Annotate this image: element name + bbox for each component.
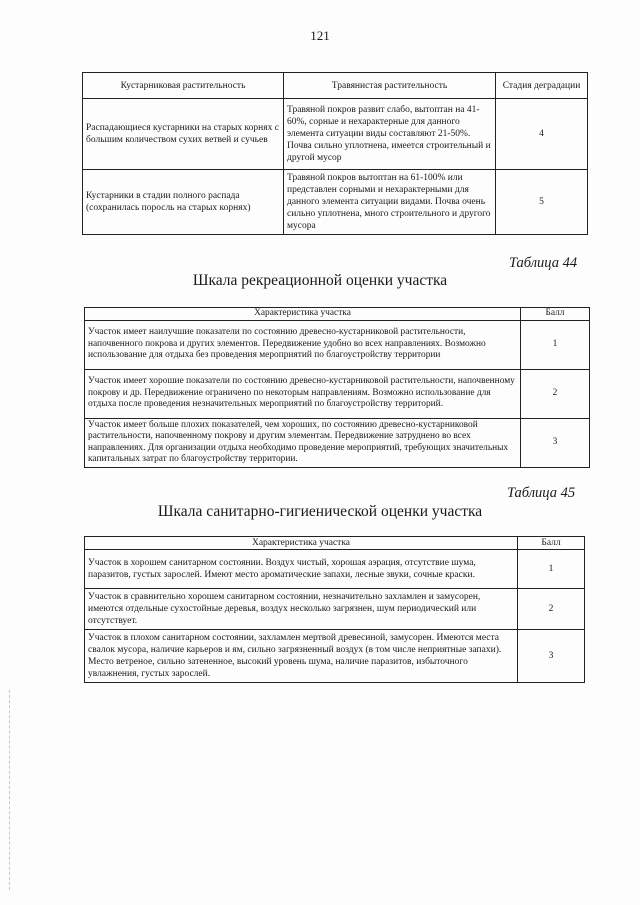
sanitary-score-table bbox=[84, 536, 585, 683]
characteristic-cell: Участок в сравнительно хорошем санитарном состоянии, незначительно захламлен и замусорен, имеются отдельные сухостойные деревья, воздух несколько загрязнен, шум периодический или отсутствует. bbox=[85, 589, 518, 630]
degradation-table bbox=[82, 72, 588, 235]
table45-title: Шкала санитарно-гигиенической оценки участка bbox=[157, 503, 483, 520]
table44-label: Таблица 44 bbox=[509, 255, 578, 271]
table-row bbox=[85, 418, 590, 467]
characteristic-cell: Участок имеет наилучшие показатели по состоянию древесно-кустарниковой растительности, напочвенного покрова и других элементов. Передвижение удобно во всех направлениях. Возможно использование для отдыха без проведения мероприятий по благоустройству территории bbox=[85, 320, 521, 369]
shrub-cell: Распадающиеся кустарники на старых корнях с большим количеством сухих ветвей и сучьев bbox=[83, 99, 284, 170]
score-cell: 3 bbox=[518, 630, 585, 683]
score-cell: 1 bbox=[518, 550, 585, 589]
table-row bbox=[85, 550, 585, 589]
table-row bbox=[85, 320, 590, 369]
table-header-row bbox=[85, 537, 585, 550]
column-header-stage: Стадия деградации bbox=[496, 73, 588, 99]
table-header-row bbox=[85, 308, 590, 321]
characteristic-cell: Участок в хорошем санитарном состоянии. Воздух чистый, хорошая аэрация, отсутствие шума, паразитов, густых зарослей. Имеют место ароматические запахи, лесные звуки, сочные краски. bbox=[85, 550, 518, 589]
recreation-score-table bbox=[84, 307, 590, 468]
grass-cell: Травяной покров развит слабо, вытоптан на 41-60%, сорные и нехарактерные для данного элемента ситуации виды составляют 21-50%. Почва сильно уплотнена, имеется строительный и другой мусор bbox=[284, 99, 496, 170]
column-header-shrub: Кустарниковая растительность bbox=[83, 73, 284, 99]
table44-title: Шкала рекреационной оценки участка bbox=[192, 272, 448, 289]
score-cell: 2 bbox=[521, 369, 590, 418]
characteristic-cell: Участок имеет хорошие показатели по состоянию древесно-кустарниковой растительности, напочвенному покрову и др. Передвижение ограничено по некоторым направлениям. Возможно использование для отдыха после проведения незначительных мероприятий по благоустройству территорий. bbox=[85, 369, 521, 418]
characteristic-cell: Участок имеет больше плохих показателей, чем хороших, по состоянию древесно-кустарниковой растительности, напочвенному покрову и другим элементам. Передвижение затруднено во всех направлениях. Для организации отдыха необходимо проведение мероприятий, требующих значительных капитальных затрат по благоустройству территории. bbox=[85, 418, 521, 467]
score-cell: 1 bbox=[521, 320, 590, 369]
scan-edge-line bbox=[9, 690, 10, 890]
page-number: 121 bbox=[310, 28, 330, 43]
table-row bbox=[85, 589, 585, 630]
table-row bbox=[85, 369, 590, 418]
shrub-cell: Кустарники в стадии полного распада (сохранилась поросль на старых корнях) bbox=[83, 170, 284, 235]
column-header-score: Балл bbox=[521, 308, 590, 321]
score-cell: 3 bbox=[521, 418, 590, 467]
score-cell: 2 bbox=[518, 589, 585, 630]
column-header-characteristic: Характеристика участка bbox=[85, 308, 521, 321]
column-header-characteristic: Характеристика участка bbox=[85, 537, 518, 550]
column-header-score: Балл bbox=[518, 537, 585, 550]
stage-cell: 5 bbox=[496, 170, 588, 235]
table-row bbox=[83, 170, 588, 235]
table-row bbox=[85, 630, 585, 683]
characteristic-cell: Участок в плохом санитарном состоянии, захламлен мертвой древесиной, замусорен. Имеются места свалок мусора, наличие карьеров и ям, сильно загрязненный воздух (в том числе неприятные запахи). Место ветреное, сильно затененное, высокий уровень шума, наличие паразитов, избыточного увлажнения, густых зарослей. bbox=[85, 630, 518, 683]
column-header-grass: Травянистая растительность bbox=[284, 73, 496, 99]
grass-cell: Травяной покров вытоптан на 61-100% или представлен сорными и нехарактерными для данного элемента ситуации видами. Почва очень сильно уплотнена, много строительного и другого мусора bbox=[284, 170, 496, 235]
table-row bbox=[83, 99, 588, 170]
stage-cell: 4 bbox=[496, 99, 588, 170]
table45-label: Таблица 45 bbox=[507, 485, 576, 501]
table-header-row bbox=[83, 73, 588, 99]
